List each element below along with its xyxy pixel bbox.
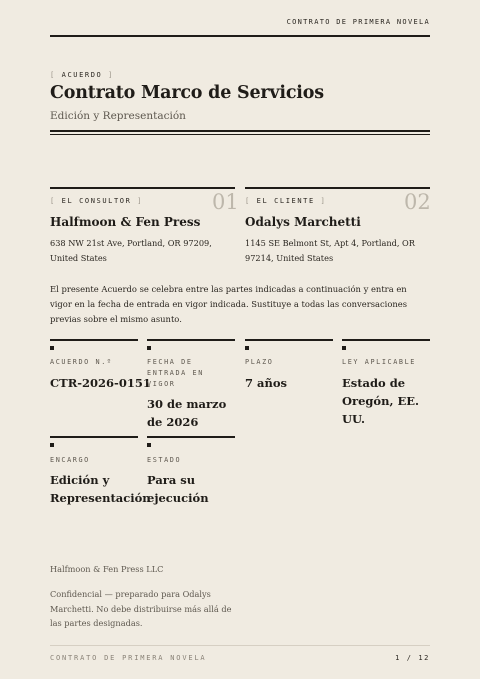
cell-label: ENCARGO <box>50 456 90 464</box>
section-tag-label: ACUERDO <box>61 71 103 79</box>
cell-marker <box>50 443 54 447</box>
title-rule-top <box>50 130 430 132</box>
cell-label: ACUERDO N.º <box>50 358 113 366</box>
cell-marker <box>147 346 151 350</box>
party-role: EL CLIENTE <box>256 197 315 205</box>
party-rule <box>50 187 235 189</box>
cell-rule <box>50 339 138 341</box>
intro-paragraph: El presente Acuerdo se celebra entre las partes indicadas a continuación y entra en vigor en la fecha de entrada en vigor indicada. Sustituye a todas las conversaciones previas sobre el mismo asunto. <box>50 284 408 324</box>
cell-marker <box>342 346 346 350</box>
cell-marker <box>50 346 54 350</box>
footer-rule <box>50 645 430 646</box>
cell-label: LEY APLICABLE <box>342 358 416 366</box>
cell-rule <box>50 436 138 438</box>
title-rule-bottom <box>50 134 430 135</box>
cell-marker <box>245 346 249 350</box>
cell-value: CTR-2026-0151 <box>50 376 151 390</box>
cell-rule <box>147 339 235 341</box>
party-number: 01 <box>212 190 239 214</box>
party-address: 1145 SE Belmont St, Apt 4, Portland, OR 97214, United States <box>245 238 415 263</box>
party-address: 638 NW 21st Ave, Portland, OR 97209, United States <box>50 238 212 263</box>
cell-rule <box>147 436 235 438</box>
document-subtitle: Edición y Representación <box>50 110 186 122</box>
footer-running-title: CONTRATO DE PRIMERA NOVELA <box>50 654 207 662</box>
running-header: CONTRATO DE PRIMERA NOVELA <box>286 18 430 26</box>
cell-value: 7 años <box>245 376 287 390</box>
party-role-tag: [ EL CLIENTE ] <box>245 197 327 205</box>
party-name: Halfmoon & Fen Press <box>50 215 201 229</box>
section-tag: [ ACUERDO ] <box>50 71 114 79</box>
cell-label: ESTADO <box>147 456 182 464</box>
cell-rule <box>342 339 430 341</box>
confidentiality-notice: Confidencial — preparado para Odalys Marchetti. No debe distribuirse más allá de las partes designadas. <box>50 589 232 628</box>
page-number: 1 / 12 <box>395 654 430 662</box>
header-rule <box>50 35 430 37</box>
party-role: EL CONSULTOR <box>61 197 132 205</box>
party-rule <box>245 187 430 189</box>
cell-label: FECHA DE ENTRADA EN VIGOR <box>147 358 204 388</box>
cell-value: 30 de marzo de 2026 <box>147 397 227 429</box>
party-role-tag: [ EL CONSULTOR ] <box>50 197 144 205</box>
footer-company: Halfmoon & Fen Press LLC <box>50 564 164 574</box>
party-name: Odalys Marchetti <box>245 215 361 229</box>
cell-value: Para su ejecución <box>147 473 209 505</box>
cell-rule <box>245 339 333 341</box>
cell-value: Edición y Representación <box>50 473 151 505</box>
cell-label: PLAZO <box>245 358 274 366</box>
party-number: 02 <box>404 190 431 214</box>
document-title: Contrato Marco de Servicios <box>50 83 324 103</box>
cell-marker <box>147 443 151 447</box>
cell-value: Estado de Oregón, EE. UU. <box>342 376 420 426</box>
